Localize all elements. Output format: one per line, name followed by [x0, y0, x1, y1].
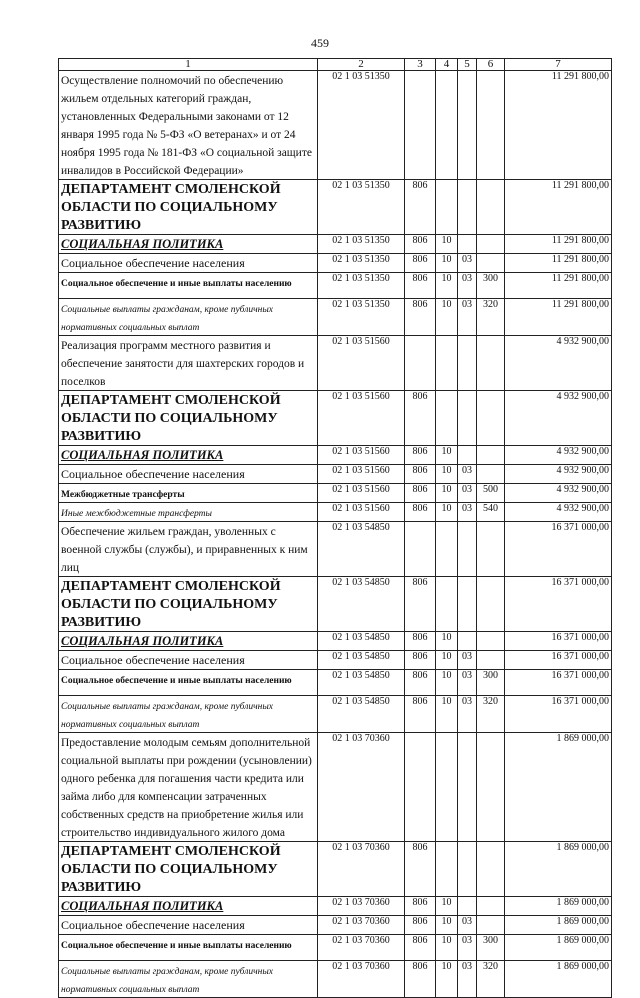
- name-cell: [59, 733, 318, 842]
- amount: 1 869 000,00: [505, 842, 612, 897]
- section-code: 10: [436, 503, 458, 522]
- subsection-code: [458, 577, 477, 632]
- name-cell: [59, 577, 318, 632]
- section-code: 10: [436, 696, 458, 733]
- subsection-code: [458, 180, 477, 235]
- expense-type-code: [477, 632, 505, 651]
- department-code: 806: [405, 446, 436, 465]
- name-cell: [59, 503, 318, 522]
- subsection-code: 03: [458, 935, 477, 961]
- item-name: СОЦИАЛЬНАЯ ПОЛИТИКА: [61, 634, 224, 648]
- amount: 11 291 800,00: [505, 235, 612, 254]
- item-name: ДЕПАРТАМЕНТ СМОЛЕНСКОЙ ОБЛАСТИ ПО СОЦИАЛЬНОМУ РАЗВИТИЮ: [61, 579, 281, 630]
- department-code: [405, 71, 436, 180]
- section-code: 10: [436, 632, 458, 651]
- amount: 11 291 800,00: [505, 273, 612, 299]
- amount: 4 932 900,00: [505, 446, 612, 465]
- item-name: ДЕПАРТАМЕНТ СМОЛЕНСКОЙ ОБЛАСТИ ПО СОЦИАЛЬНОМУ РАЗВИТИЮ: [61, 844, 281, 895]
- section-code: 10: [436, 916, 458, 935]
- section-code: 10: [436, 273, 458, 299]
- table-row: [59, 916, 612, 935]
- target-article-code: 02 1 03 51350: [318, 273, 405, 299]
- subsection-code: [458, 522, 477, 577]
- subsection-code: [458, 733, 477, 842]
- department-code: 806: [405, 916, 436, 935]
- column-header: 6: [477, 59, 505, 71]
- expense-type-code: 320: [477, 299, 505, 336]
- item-name: Социальное обеспечение населения: [61, 653, 245, 667]
- column-header: 1: [59, 59, 318, 71]
- column-header: 7: [505, 59, 612, 71]
- item-name: СОЦИАЛЬНАЯ ПОЛИТИКА: [61, 448, 224, 462]
- name-cell: [59, 273, 318, 299]
- section-code: [436, 336, 458, 391]
- department-code: 806: [405, 254, 436, 273]
- department-code: 806: [405, 577, 436, 632]
- name-cell: [59, 71, 318, 180]
- expense-type-code: 300: [477, 273, 505, 299]
- department-code: 806: [405, 235, 436, 254]
- target-article-code: 02 1 03 51560: [318, 484, 405, 503]
- name-cell: [59, 235, 318, 254]
- target-article-code: 02 1 03 54850: [318, 651, 405, 670]
- target-article-code: 02 1 03 51350: [318, 299, 405, 336]
- amount: 16 371 000,00: [505, 651, 612, 670]
- expense-type-code: [477, 336, 505, 391]
- name-cell: [59, 254, 318, 273]
- table-row: [59, 577, 612, 632]
- amount: 11 291 800,00: [505, 299, 612, 336]
- amount: 1 869 000,00: [505, 733, 612, 842]
- target-article-code: 02 1 03 51350: [318, 180, 405, 235]
- department-code: [405, 336, 436, 391]
- section-code: [436, 71, 458, 180]
- table-body: [59, 71, 612, 998]
- table-row: [59, 961, 612, 998]
- target-article-code: 02 1 03 70360: [318, 961, 405, 998]
- expense-type-code: [477, 465, 505, 484]
- section-code: 10: [436, 484, 458, 503]
- item-name: Социальное обеспечение и иные выплаты населению: [61, 676, 292, 686]
- table-row: [59, 71, 612, 180]
- section-code: 10: [436, 446, 458, 465]
- table-row: [59, 254, 612, 273]
- amount: 16 371 000,00: [505, 632, 612, 651]
- section-code: 10: [436, 651, 458, 670]
- subsection-code: 03: [458, 484, 477, 503]
- budget-table: [58, 58, 612, 998]
- amount: 1 869 000,00: [505, 935, 612, 961]
- department-code: 806: [405, 651, 436, 670]
- section-code: 10: [436, 935, 458, 961]
- item-name: Реализация программ местного развития и обеспечение занятости для шахтерских городов и поселков: [61, 340, 305, 388]
- column-header: 3: [405, 59, 436, 71]
- section-code: 10: [436, 670, 458, 696]
- subsection-code: [458, 71, 477, 180]
- item-name: Социальное обеспечение населения: [61, 467, 245, 481]
- subsection-code: [458, 842, 477, 897]
- amount: 1 869 000,00: [505, 897, 612, 916]
- table-row: [59, 651, 612, 670]
- expense-type-code: [477, 391, 505, 446]
- expense-type-code: [477, 842, 505, 897]
- subsection-code: [458, 632, 477, 651]
- expense-type-code: 300: [477, 670, 505, 696]
- name-cell: [59, 632, 318, 651]
- subsection-code: 03: [458, 254, 477, 273]
- expense-type-code: [477, 897, 505, 916]
- department-code: 806: [405, 391, 436, 446]
- subsection-code: 03: [458, 670, 477, 696]
- item-name: Социальное обеспечение и иные выплаты населению: [61, 279, 292, 289]
- expense-type-code: 320: [477, 696, 505, 733]
- table-row: [59, 632, 612, 651]
- department-code: 806: [405, 484, 436, 503]
- expense-type-code: 540: [477, 503, 505, 522]
- target-article-code: 02 1 03 54850: [318, 522, 405, 577]
- department-code: 806: [405, 632, 436, 651]
- target-article-code: 02 1 03 70360: [318, 935, 405, 961]
- section-code: 10: [436, 235, 458, 254]
- section-code: [436, 522, 458, 577]
- column-header: 4: [436, 59, 458, 71]
- item-name: ДЕПАРТАМЕНТ СМОЛЕНСКОЙ ОБЛАСТИ ПО СОЦИАЛЬНОМУ РАЗВИТИЮ: [61, 393, 281, 444]
- name-cell: [59, 842, 318, 897]
- expense-type-code: [477, 235, 505, 254]
- section-code: [436, 391, 458, 446]
- section-code: [436, 842, 458, 897]
- target-article-code: 02 1 03 70360: [318, 897, 405, 916]
- column-number-row: [59, 59, 612, 71]
- subsection-code: 03: [458, 465, 477, 484]
- subsection-code: 03: [458, 916, 477, 935]
- section-code: 10: [436, 254, 458, 273]
- item-name: Социальное обеспечение и иные выплаты населению: [61, 941, 292, 951]
- expense-type-code: [477, 651, 505, 670]
- target-article-code: 02 1 03 54850: [318, 577, 405, 632]
- item-name: Иные межбюджетные трансферты: [61, 509, 212, 519]
- target-article-code: 02 1 03 51560: [318, 391, 405, 446]
- department-code: 806: [405, 273, 436, 299]
- section-code: [436, 577, 458, 632]
- amount: 16 371 000,00: [505, 577, 612, 632]
- table-row: [59, 897, 612, 916]
- expense-type-code: [477, 916, 505, 935]
- table-row: [59, 446, 612, 465]
- department-code: 806: [405, 465, 436, 484]
- department-code: 806: [405, 670, 436, 696]
- table-row: [59, 842, 612, 897]
- expense-type-code: [477, 522, 505, 577]
- name-cell: [59, 484, 318, 503]
- subsection-code: 03: [458, 651, 477, 670]
- table-row: [59, 180, 612, 235]
- amount: 4 932 900,00: [505, 503, 612, 522]
- subsection-code: [458, 391, 477, 446]
- expense-type-code: [477, 71, 505, 180]
- name-cell: [59, 180, 318, 235]
- department-code: [405, 522, 436, 577]
- table-row: [59, 935, 612, 961]
- table-row: [59, 273, 612, 299]
- item-name: Предоставление молодым семьям дополнительной социальной выплаты при рождении (усыновлении) одного ребенка для погашения части кредита или займа либо для компенсации затраченных собственных средств на приобретение жилья или строительство индивидуального жилого дома: [61, 737, 312, 839]
- name-cell: [59, 935, 318, 961]
- item-name: СОЦИАЛЬНАЯ ПОЛИТИКА: [61, 237, 224, 251]
- table-row: [59, 522, 612, 577]
- subsection-code: 03: [458, 696, 477, 733]
- amount: 16 371 000,00: [505, 696, 612, 733]
- name-cell: [59, 670, 318, 696]
- item-name: ДЕПАРТАМЕНТ СМОЛЕНСКОЙ ОБЛАСТИ ПО СОЦИАЛЬНОМУ РАЗВИТИЮ: [61, 182, 281, 233]
- table-row: [59, 733, 612, 842]
- amount: 4 932 900,00: [505, 484, 612, 503]
- amount: 4 932 900,00: [505, 336, 612, 391]
- expense-type-code: [477, 577, 505, 632]
- department-code: 806: [405, 180, 436, 235]
- table-row: [59, 696, 612, 733]
- item-name: Обеспечение жильем граждан, уволенных с военной службы (службы), и приравненных к ним лиц: [61, 526, 308, 574]
- target-article-code: 02 1 03 51350: [318, 254, 405, 273]
- table-row: [59, 484, 612, 503]
- item-name: Социальное обеспечение населения: [61, 256, 245, 270]
- target-article-code: 02 1 03 54850: [318, 670, 405, 696]
- column-header: 5: [458, 59, 477, 71]
- name-cell: [59, 916, 318, 935]
- amount: 11 291 800,00: [505, 254, 612, 273]
- name-cell: [59, 961, 318, 998]
- amount: 1 869 000,00: [505, 961, 612, 998]
- item-name: Осуществление полномочий по обеспечению жильем отдельных категорий граждан, установленных Федеральными законами от 12 января 1995 года № 5-ФЗ «О ветеранах» и от 24 ноября 1995 года № 181-ФЗ «О социальной защите инвалидов в Российской Федерации»: [61, 75, 312, 177]
- name-cell: [59, 651, 318, 670]
- amount: 4 932 900,00: [505, 391, 612, 446]
- table-row: [59, 235, 612, 254]
- item-name: Социальные выплаты гражданам, кроме публичных нормативных социальных выплат: [61, 702, 273, 730]
- subsection-code: [458, 446, 477, 465]
- amount: 11 291 800,00: [505, 180, 612, 235]
- expense-type-code: [477, 733, 505, 842]
- department-code: 806: [405, 961, 436, 998]
- table-row: [59, 465, 612, 484]
- target-article-code: 02 1 03 70360: [318, 733, 405, 842]
- target-article-code: 02 1 03 54850: [318, 632, 405, 651]
- subsection-code: 03: [458, 961, 477, 998]
- amount: 4 932 900,00: [505, 465, 612, 484]
- department-code: 806: [405, 299, 436, 336]
- name-cell: [59, 299, 318, 336]
- department-code: 806: [405, 503, 436, 522]
- department-code: 806: [405, 696, 436, 733]
- section-code: [436, 733, 458, 842]
- expense-type-code: [477, 446, 505, 465]
- amount: 16 371 000,00: [505, 522, 612, 577]
- section-code: 10: [436, 961, 458, 998]
- expense-type-code: [477, 254, 505, 273]
- amount: 16 371 000,00: [505, 670, 612, 696]
- target-article-code: 02 1 03 70360: [318, 842, 405, 897]
- name-cell: [59, 336, 318, 391]
- page-number: 459: [311, 36, 329, 50]
- department-code: [405, 733, 436, 842]
- item-name: Социальные выплаты гражданам, кроме публичных нормативных социальных выплат: [61, 305, 273, 333]
- name-cell: [59, 465, 318, 484]
- target-article-code: 02 1 03 51560: [318, 503, 405, 522]
- target-article-code: 02 1 03 51560: [318, 336, 405, 391]
- expense-type-code: 500: [477, 484, 505, 503]
- section-code: 10: [436, 897, 458, 916]
- subsection-code: 03: [458, 299, 477, 336]
- target-article-code: 02 1 03 70360: [318, 916, 405, 935]
- subsection-code: [458, 235, 477, 254]
- target-article-code: 02 1 03 54850: [318, 696, 405, 733]
- expense-type-code: 300: [477, 935, 505, 961]
- column-header: 2: [318, 59, 405, 71]
- subsection-code: [458, 897, 477, 916]
- name-cell: [59, 391, 318, 446]
- subsection-code: [458, 336, 477, 391]
- section-code: 10: [436, 299, 458, 336]
- subsection-code: 03: [458, 273, 477, 299]
- item-name: Межбюджетные трансферты: [61, 490, 185, 500]
- expense-type-code: 320: [477, 961, 505, 998]
- department-code: 806: [405, 842, 436, 897]
- target-article-code: 02 1 03 51350: [318, 235, 405, 254]
- department-code: 806: [405, 935, 436, 961]
- target-article-code: 02 1 03 51560: [318, 446, 405, 465]
- table-row: [59, 336, 612, 391]
- item-name: Социальное обеспечение населения: [61, 918, 245, 932]
- amount: 11 291 800,00: [505, 71, 612, 180]
- name-cell: [59, 446, 318, 465]
- target-article-code: 02 1 03 51560: [318, 465, 405, 484]
- subsection-code: 03: [458, 503, 477, 522]
- target-article-code: 02 1 03 51350: [318, 71, 405, 180]
- table-row: [59, 670, 612, 696]
- item-name: Социальные выплаты гражданам, кроме публичных нормативных социальных выплат: [61, 967, 273, 995]
- name-cell: [59, 897, 318, 916]
- section-code: [436, 180, 458, 235]
- section-code: 10: [436, 465, 458, 484]
- amount: 1 869 000,00: [505, 916, 612, 935]
- name-cell: [59, 522, 318, 577]
- table-row: [59, 503, 612, 522]
- department-code: 806: [405, 897, 436, 916]
- expense-type-code: [477, 180, 505, 235]
- table-row: [59, 391, 612, 446]
- item-name: СОЦИАЛЬНАЯ ПОЛИТИКА: [61, 899, 224, 913]
- name-cell: [59, 696, 318, 733]
- table-row: [59, 299, 612, 336]
